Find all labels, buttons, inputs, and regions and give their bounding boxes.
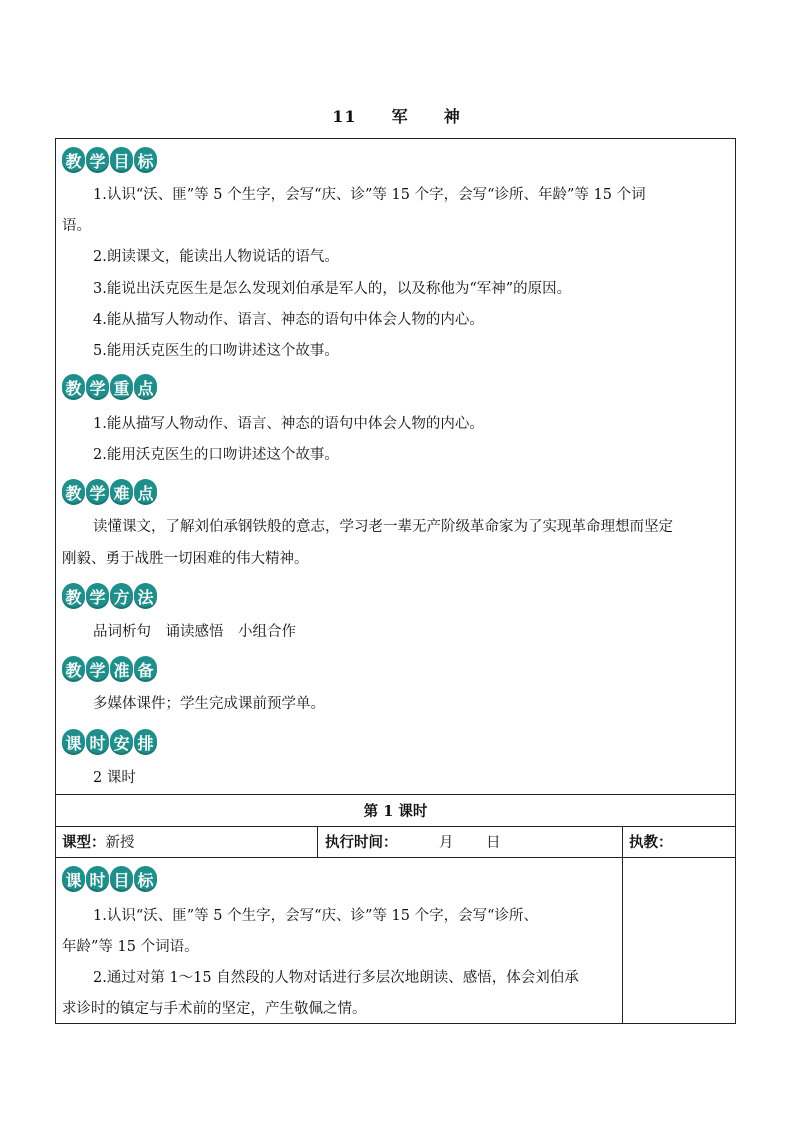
objective-line: 语。: [62, 218, 91, 234]
section-heading-objectives: [62, 147, 157, 173]
heading-char: 方: [110, 583, 133, 609]
heading-char: 点: [134, 479, 157, 505]
column-divider: [317, 826, 318, 857]
heading-char: 课: [62, 729, 85, 755]
heading-char: 法: [134, 583, 157, 609]
heading-char: 教: [62, 583, 85, 609]
heading-char: 点: [134, 374, 157, 400]
lesson-objective-line: 2.通过对第 1～15 自然段的人物对话进行多层次地朗读、感悟，体会刘伯承: [93, 970, 579, 986]
heading-char: 学: [86, 147, 109, 173]
lesson-type-value: 新授: [105, 835, 135, 851]
heading-char: 标: [134, 147, 157, 173]
title-word-2: 神: [443, 107, 461, 126]
row-divider: [55, 794, 736, 795]
objective-line: 3.能说出沃克医生是怎么发现刘伯承是军人的，以及称他为“军神”的原因。: [93, 281, 572, 297]
difficulty-line: 读懂课文，了解刘伯承钢铁般的意志，学习老一辈无产阶级革命家为了实现革命理想而坚定: [93, 519, 673, 535]
heading-char: 时: [86, 729, 109, 755]
lesson-type-label: 课型：: [62, 834, 106, 851]
section-heading-preparation: [62, 656, 157, 682]
key-point-line: 2.能用沃克医生的口吻讲述这个故事。: [93, 447, 339, 463]
heading-char: 学: [86, 374, 109, 400]
heading-char: 标: [134, 866, 157, 892]
heading-char: 学: [86, 479, 109, 505]
heading-char: 教: [62, 147, 85, 173]
heading-char: 教: [62, 374, 85, 400]
heading-char: 教: [62, 479, 85, 505]
page-title: [0, 104, 793, 127]
execution-time: [325, 831, 398, 852]
section-heading-schedule: [62, 729, 157, 755]
preparation-text: 多媒体课件；学生完成课前预学单。: [93, 696, 325, 712]
objective-line: 2.朗读课文，能读出人物说话的语气。: [93, 249, 339, 265]
objective-line: 5.能用沃克医生的口吻讲述这个故事。: [93, 343, 339, 359]
title-word-1: 军: [391, 107, 409, 126]
schedule-text: 2 课时: [93, 770, 136, 786]
teacher: [629, 831, 673, 852]
heading-char: 安: [110, 729, 133, 755]
teacher-label: 执教：: [629, 834, 673, 851]
lesson-plan-table: [55, 138, 736, 1024]
row-divider: [55, 826, 736, 827]
section-heading-key-points: [62, 374, 157, 400]
column-divider: [622, 826, 623, 1024]
execution-month: 月: [439, 835, 454, 851]
title-number: 11: [332, 107, 357, 126]
lesson-objective-line: 年龄”等 15 个词语。: [62, 939, 199, 955]
heading-char: 难: [110, 479, 133, 505]
key-point-line: 1.能从描写人物动作、语言、神态的语句中体会人物的内心。: [93, 416, 484, 432]
heading-char: 时: [86, 866, 109, 892]
heading-char: 课: [62, 866, 85, 892]
execution-time-label: 执行时间：: [325, 834, 398, 851]
objective-line: 4.能从描写人物动作、语言、神态的语句中体会人物的内心。: [93, 312, 484, 328]
section-heading-difficulties: [62, 479, 157, 505]
heading-char: 目: [110, 147, 133, 173]
lesson-objective-line: 1.认识“沃、匪”等 5 个生字，会写“庆、诊”等 15 个字，会写“诊所、: [93, 908, 539, 924]
methods-text: 品词析句 诵读感悟 小组合作: [93, 624, 296, 640]
objective-line: 1.认识“沃、匪”等 5 个生字，会写“庆、诊”等 15 个字，会写“诊所、年龄”等 15 个词: [93, 187, 646, 203]
section-heading-methods: [62, 583, 157, 609]
heading-char: 重: [110, 374, 133, 400]
heading-char: 教: [62, 656, 85, 682]
section-heading-lesson-objectives: [62, 866, 157, 892]
execution-day: 日: [486, 835, 501, 851]
lesson-title: 第 1 课时: [363, 803, 428, 820]
lesson-objective-line: 求诊时的镇定与手术前的坚定，产生敬佩之情。: [62, 1001, 367, 1017]
heading-char: 目: [110, 866, 133, 892]
heading-char: 备: [134, 656, 157, 682]
heading-char: 排: [134, 729, 157, 755]
row-divider: [55, 857, 736, 858]
heading-char: 学: [86, 583, 109, 609]
difficulty-line: 刚毅、勇于战胜一切困难的伟大精神。: [62, 551, 309, 567]
lesson-type: [62, 831, 135, 852]
heading-char: 准: [110, 656, 133, 682]
heading-char: 学: [86, 656, 109, 682]
